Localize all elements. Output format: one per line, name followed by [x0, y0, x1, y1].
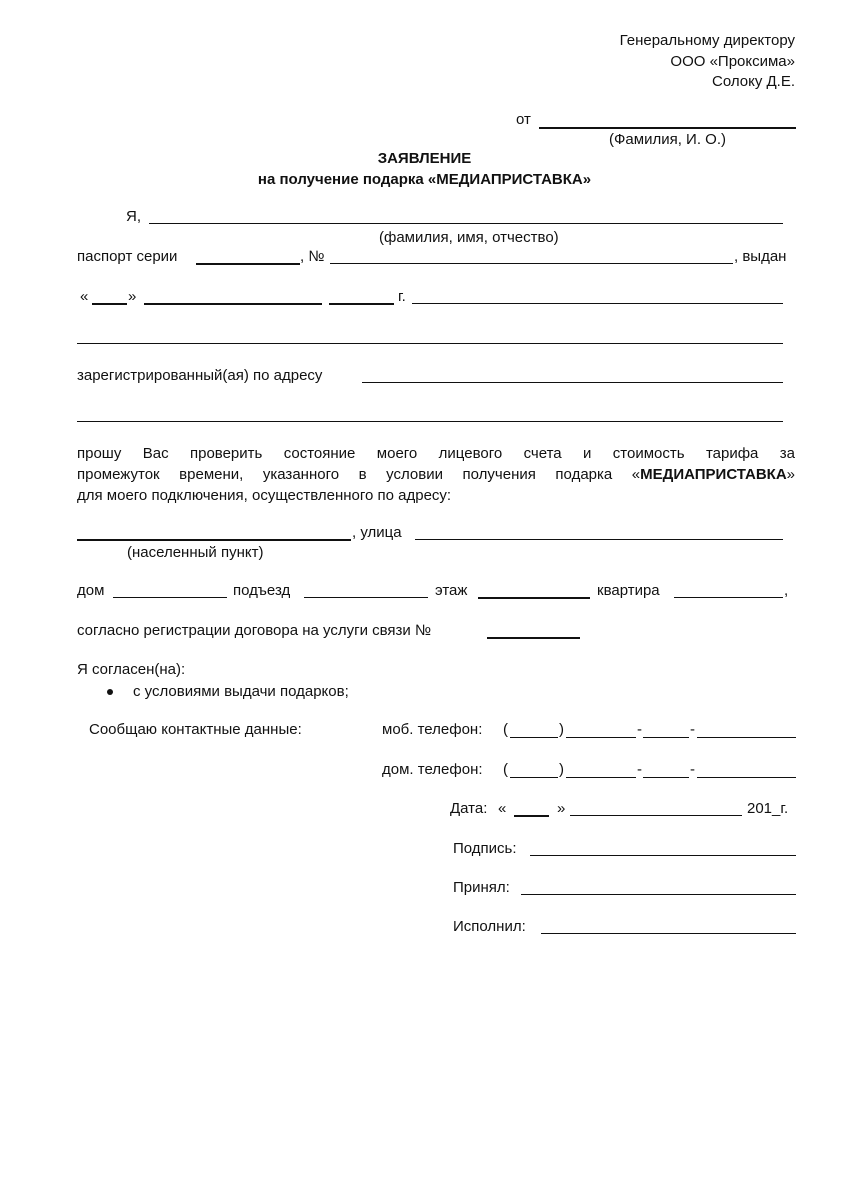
accepted-label: Принял:: [453, 879, 510, 896]
from-label: от: [516, 111, 531, 128]
registered-address-field-continued[interactable]: [77, 421, 783, 422]
home-paren-close: ): [559, 761, 564, 778]
issued-by-field[interactable]: [412, 303, 783, 304]
from-field[interactable]: [539, 127, 796, 129]
mobile-part-1-field[interactable]: [566, 737, 636, 738]
house-label: дом: [77, 582, 105, 599]
footer-month-field[interactable]: [570, 815, 742, 816]
mobile-part-3-field[interactable]: [697, 737, 796, 738]
contract-number-field[interactable]: [487, 637, 580, 639]
home-part-1-field[interactable]: [566, 777, 636, 778]
document-title: ЗАЯВЛЕНИЕ: [377, 150, 472, 167]
executed-label: Исполнил:: [453, 918, 526, 935]
date-open-quote: «: [80, 288, 89, 305]
mobile-paren-open: (: [503, 721, 508, 738]
bullet-icon: [107, 689, 113, 695]
i-label: Я,: [126, 208, 141, 225]
locality-field[interactable]: [77, 539, 351, 541]
footer-date-close-quote: »: [557, 800, 566, 817]
agreement-label: Я согласен(на):: [77, 661, 186, 678]
city-prefix: г.: [398, 288, 406, 305]
floor-field[interactable]: [478, 597, 590, 599]
street-field[interactable]: [415, 539, 783, 540]
issue-year-field[interactable]: [329, 303, 394, 305]
home-phone-label: дом. телефон:: [382, 761, 483, 778]
home-code-field[interactable]: [510, 777, 558, 778]
recipient-line-3: Солоку Д.Е.: [711, 73, 795, 90]
request-line-3: для моего подключения, осуществленного по адресу:: [77, 487, 452, 504]
signature-field[interactable]: [530, 855, 796, 856]
from-hint: (Фамилия, И. О.): [609, 131, 726, 148]
recipient-line-2: ООО «Проксима»: [670, 53, 795, 70]
home-part-3-field[interactable]: [697, 777, 796, 778]
registered-address-field[interactable]: [362, 382, 783, 383]
date-close-quote: »: [128, 288, 137, 305]
contacts-label: Сообщаю контактные данные:: [89, 721, 302, 738]
request-line-2: промежуток времени, указанного в условии получения подарка «МЕДИАПРИСТАВКА»: [77, 466, 795, 483]
entrance-field[interactable]: [304, 597, 428, 598]
signature-label: Подпись:: [453, 840, 517, 857]
mobile-dash-2: -: [690, 721, 695, 738]
issued-label: , выдан: [734, 248, 787, 265]
agreement-item: с условиями выдачи подарков;: [133, 683, 349, 700]
mobile-paren-close: ): [559, 721, 564, 738]
home-dash-1: -: [637, 761, 642, 778]
mobile-code-field[interactable]: [510, 737, 558, 738]
footer-day-field[interactable]: [514, 815, 549, 817]
mobile-dash-1: -: [637, 721, 642, 738]
fio-hint: (фамилия, имя, отчество): [379, 229, 559, 246]
issue-month-field[interactable]: [144, 303, 322, 305]
home-paren-open: (: [503, 761, 508, 778]
date-label: Дата:: [450, 800, 488, 817]
home-part-2-field[interactable]: [643, 777, 689, 778]
street-label: , улица: [352, 524, 402, 541]
fio-field[interactable]: [149, 223, 783, 224]
passport-series-label: паспорт серии: [77, 248, 178, 265]
executed-field[interactable]: [541, 933, 796, 934]
mobile-phone-label: моб. телефон:: [382, 721, 483, 738]
footer-date-open-quote: «: [498, 800, 507, 817]
registered-label: зарегистрированный(ая) по адресу: [77, 367, 323, 384]
recipient-line-1: Генеральному директору: [619, 32, 795, 49]
locality-hint: (населенный пункт): [127, 544, 264, 561]
footer-year-text: 201_г.: [747, 800, 789, 817]
passport-series-field[interactable]: [196, 263, 300, 265]
passport-number-field[interactable]: [330, 263, 733, 264]
document-subtitle: на получение подарка «МЕДИАПРИСТАВКА»: [257, 171, 592, 188]
home-dash-2: -: [690, 761, 695, 778]
contract-label: согласно регистрации договора на услуги связи №: [77, 622, 432, 639]
apartment-label: квартира: [597, 582, 660, 599]
floor-label: этаж: [435, 582, 468, 599]
entrance-label: подъезд: [233, 582, 291, 599]
apartment-field[interactable]: [674, 597, 783, 598]
house-field[interactable]: [113, 597, 227, 598]
passport-number-label: , №: [300, 248, 325, 265]
issued-by-field-continued[interactable]: [77, 343, 783, 344]
request-line-1: прошу Вас проверить состояние моего лицевого счета и стоимость тарифа за: [77, 445, 795, 462]
mobile-part-2-field[interactable]: [643, 737, 689, 738]
apartment-trailing-comma: ,: [784, 582, 789, 599]
issue-day-field[interactable]: [92, 303, 127, 305]
accepted-field[interactable]: [521, 894, 796, 895]
